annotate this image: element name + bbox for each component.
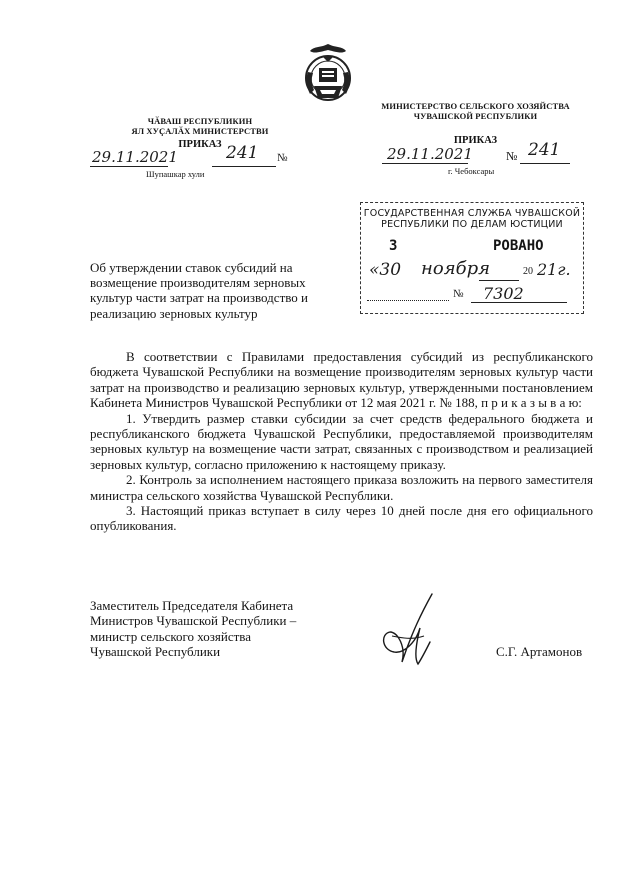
body-paragraph-intro: В соответствии с Правилами предоставления субсидий из республиканского бюджета Чувашской Республики на возмещение производителям зерновых культур части затрат на производство и реализацию зерновых культур, утвержденными постановлением Кабинета Министров Чувашской Республики от 12 мая 2021 г. № 188, п р и к а з ы в а ю: [90,349,593,411]
header-left-place: Шупашкар хули [146,169,205,179]
stamp-reg-number: 7302 [483,284,524,303]
signatory-position-line: Заместитель Председателя Кабинета [90,598,294,613]
header-left-number: 241 [226,143,259,163]
header-left-org-line1: ЧӐВАШ РЕСПУБЛИКИН [147,116,253,126]
coat-of-arms-emblem [300,42,356,108]
header-right-place: г. Чебоксары [448,166,495,176]
header-right-date-line [382,163,468,164]
stamp-reg-row [361,286,583,308]
body-paragraph-3: 3. Настоящий приказ вступает в силу через 10 дней после дня его официального опубликования. [90,503,593,534]
handwritten-signature [372,592,442,678]
registration-stamp [360,202,584,314]
header-left-date: 29.11.2021 [92,148,178,166]
stamp-registered-row [361,236,583,260]
header-right-number-line [520,163,570,164]
signatory-position-line: министр сельского хозяйства [90,628,252,644]
stamp-reg-label-line [367,300,449,301]
signatory-name: С.Г. Артамонов [496,644,583,659]
stamp-date-line [479,280,519,281]
header-right-number-sign: № [506,149,518,163]
stamp-registered-right: РОВАНО [493,238,544,254]
header-right-prikaz: ПРИКАЗ [453,135,498,146]
header-left-number-line [212,166,276,167]
signatory-position-line: Чувашской Республики [90,644,221,660]
stamp-date-row [361,260,583,286]
header-left-prikaz: ПРИКАЗ [178,139,222,150]
header-left-org [120,116,280,136]
document-title [90,260,360,321]
title-line: возмещение производителям зерновых [90,275,306,291]
header-right-org-line2: ЧУВАШСКОЙ РЕСПУБЛИКИ [413,111,538,121]
header-left-date-line [90,166,168,167]
signatory-position [90,598,350,660]
stamp-date-year-prefix: 20 [523,266,533,277]
stamp-date-year: 21г. [537,260,571,279]
title-line: культур части затрат на производство и [90,290,309,306]
body-paragraph-2: 2. Контроль за исполнением настоящего приказа возложить на первого заместителя министра сельского хозяйства Чувашской Республики. [90,472,593,503]
stamp-date-day: «30 [369,260,402,280]
header-right-date: 29.11.2021 [387,145,473,163]
title-line: реализацию зерновых культур [90,305,258,321]
stamp-line2: РЕСПУБЛИКИ ПО ДЕЛАМ ЮСТИЦИИ [381,219,563,230]
signatory-position-line: Министров Чувашской Республики – [90,613,297,629]
stamp-registered-left: З [389,238,398,254]
stamp-reg-label: № [453,288,464,300]
body-paragraph-1: 1. Утвердить размер ставки субсидии за счет средств федерального бюджета и республиканского бюджета Чувашской Республики, предоставляемой производителям зерновых культур на возмещение части затрат, связанных с производством и реализацией зерновых культур, согласно приложению к настоящему приказу. [90,410,593,472]
title-line: Об утверждении ставок субсидий на [90,260,293,275]
header-right-org-line1: МИНИСТЕРСТВО СЕЛЬСКОГО ХОЗЯЙСТВА [381,101,570,111]
stamp-line1: ГОСУДАРСТВЕННАЯ СЛУЖБА ЧУВАШСКОЙ [363,208,581,219]
header-right-org [378,101,573,121]
header-left-org-line2: ЯЛ ХУҪАЛӐХ МИНИСТЕРСТВИ [131,126,269,136]
header-right-number: 241 [528,140,561,160]
header-left-number-sign: № [277,152,288,164]
stamp-date-month: ноября [421,258,491,279]
document-body [90,349,593,534]
